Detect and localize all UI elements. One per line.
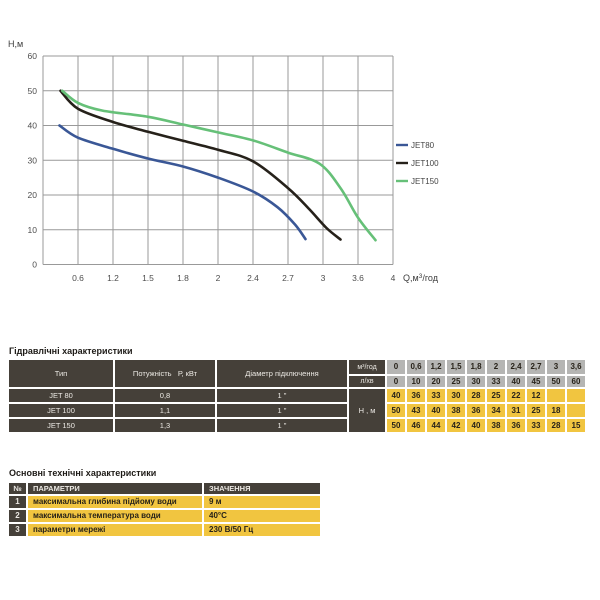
lmin-header-cell: 10 (407, 376, 425, 387)
col-header-type: Тип (9, 360, 113, 387)
hydraulic-table-title: Гідравлічні характеристики (9, 346, 133, 356)
table-row (9, 483, 320, 494)
head-value-cell: 40 (467, 419, 485, 432)
tech-table (7, 481, 322, 538)
head-value-cell: 36 (467, 404, 485, 417)
x-tick-label: 4 (390, 273, 396, 283)
pump-diameter-cell: 1 " (217, 404, 347, 417)
pump-power-cell: 0,8 (115, 389, 215, 402)
head-value-cell: 50 (387, 419, 405, 432)
col-header-value: ЗНАЧЕННЯ (204, 483, 320, 494)
flow-header-cell: 3 (547, 360, 565, 374)
flow-unit-label: м³/год (349, 360, 385, 374)
head-value-cell: 46 (407, 419, 425, 432)
table-row (9, 389, 585, 402)
row-number-cell: 1 (9, 496, 26, 508)
tech-table-title: Основні технічні характеристики (9, 468, 157, 478)
lmin-header-cell: 40 (507, 376, 525, 387)
table-row (9, 419, 585, 432)
head-value-cell: 40 (427, 404, 445, 417)
parameter-cell: максимальна температура води (28, 510, 202, 522)
col-header-parameters: ПАРАМЕТРИ (28, 483, 202, 494)
value-cell: 9 м (204, 496, 320, 508)
col-header-diameter: Діаметр підключення (217, 360, 347, 387)
head-value-cell (547, 389, 565, 402)
head-value-cell: 40 (387, 389, 405, 402)
y-tick-label: 50 (27, 85, 37, 96)
hydraulic-table (7, 358, 587, 434)
flow-header-cell: 3,6 (567, 360, 585, 374)
flow-header-cell: 0 (387, 360, 405, 374)
head-value-cell: 38 (447, 404, 465, 417)
head-unit-label: Н , м (349, 389, 385, 432)
head-value-cell: 12 (527, 389, 545, 402)
x-tick-label: 1.8 (177, 273, 189, 283)
pump-diameter-cell: 1 " (217, 389, 347, 402)
head-value-cell: 38 (487, 419, 505, 432)
head-value-cell: 50 (387, 404, 405, 417)
y-axis-title: Н,м (8, 39, 24, 49)
flow-header-cell: 1,5 (447, 360, 465, 374)
parameter-cell: параметри мережі (28, 524, 202, 536)
lmin-header-cell: 20 (427, 376, 445, 387)
flow-header-cell: 1,8 (467, 360, 485, 374)
head-value-cell: 28 (467, 389, 485, 402)
col-header-power: Потужність Р, кВт (115, 360, 215, 387)
head-value-cell: 25 (527, 404, 545, 417)
pump-type-cell: JET 150 (9, 419, 113, 432)
y-tick-label: 20 (27, 190, 37, 200)
flow-header-cell: 2,7 (527, 360, 545, 374)
pump-power-cell: 1,3 (115, 419, 215, 432)
grid-lines (43, 56, 393, 265)
lmin-header-cell: 50 (547, 376, 565, 387)
y-tick-label: 60 (27, 51, 37, 61)
table-row (9, 524, 320, 536)
lmin-header-cell: 30 (467, 376, 485, 387)
head-value-cell: 44 (427, 419, 445, 432)
legend-label-jet100: JET100 (411, 159, 439, 168)
pump-type-cell: JET 100 (9, 404, 113, 417)
lmin-header-cell: 45 (527, 376, 545, 387)
table-row (9, 360, 585, 374)
x-axis-title: $Q,м^3$/год (403, 273, 438, 283)
legend-label-jet80: JET80 (411, 141, 435, 150)
head-value-cell: 31 (507, 404, 525, 417)
lmin-header-cell: 33 (487, 376, 505, 387)
row-number-cell: 2 (9, 510, 26, 522)
head-value-cell: 33 (527, 419, 545, 432)
value-cell: 40°С (204, 510, 320, 522)
x-tick-label: 1.2 (107, 273, 119, 283)
x-tick-label: 1.5 (142, 273, 154, 283)
head-value-cell (567, 389, 585, 402)
x-tick-label: 3.6 (352, 273, 364, 283)
parameter-cell: максимальна глибина підйому води (28, 496, 202, 508)
pump-type-cell: JET 80 (9, 389, 113, 402)
head-value-cell: 42 (447, 419, 465, 432)
head-value-cell: 43 (407, 404, 425, 417)
pump-power-cell: 1,1 (115, 404, 215, 417)
head-value-cell: 36 (407, 389, 425, 402)
head-value-cell: 22 (507, 389, 525, 402)
lmin-header-cell: 25 (447, 376, 465, 387)
head-value-cell: 30 (447, 389, 465, 402)
y-tick-label: 0 (32, 259, 37, 270)
x-tick-label: 0.6 (72, 273, 84, 283)
head-value-cell (567, 404, 585, 417)
flow-header-cell: 2,4 (507, 360, 525, 374)
head-value-cell: 18 (547, 404, 565, 417)
lmin-header-cell: 0 (387, 376, 405, 387)
value-cell: 230 В/50 Гц (204, 524, 320, 536)
head-value-cell: 34 (487, 404, 505, 417)
table-row (9, 496, 320, 508)
curve-jet100 (61, 91, 341, 240)
head-value-cell: 33 (427, 389, 445, 402)
col-header-number: № (9, 483, 26, 494)
row-number-cell: 3 (9, 524, 26, 536)
x-tick-label: 2.7 (282, 273, 294, 283)
table-row (9, 404, 585, 417)
flow-header-cell: 1,2 (427, 360, 445, 374)
pump-diameter-cell: 1 " (217, 419, 347, 432)
curve-jet150 (62, 91, 375, 240)
flow-header-cell: 0,6 (407, 360, 425, 374)
legend-label-jet150: JET150 (411, 177, 439, 186)
x-tick-label: 3 (320, 273, 326, 283)
x-tick-label: 2 (215, 273, 221, 283)
x-tick-label: 2.4 (247, 273, 259, 283)
table-row (9, 510, 320, 522)
head-value-cell: 28 (547, 419, 565, 432)
lmin-header-cell: 60 (567, 376, 585, 387)
head-value-cell: 25 (487, 389, 505, 402)
y-tick-label: 10 (27, 224, 37, 235)
flow-header-cell: 2 (487, 360, 505, 374)
lmin-unit-label: л/хв (349, 376, 385, 387)
head-value-cell: 15 (567, 419, 585, 432)
y-tick-label: 30 (27, 155, 37, 166)
head-value-cell: 36 (507, 419, 525, 432)
y-tick-label: 40 (27, 120, 37, 131)
